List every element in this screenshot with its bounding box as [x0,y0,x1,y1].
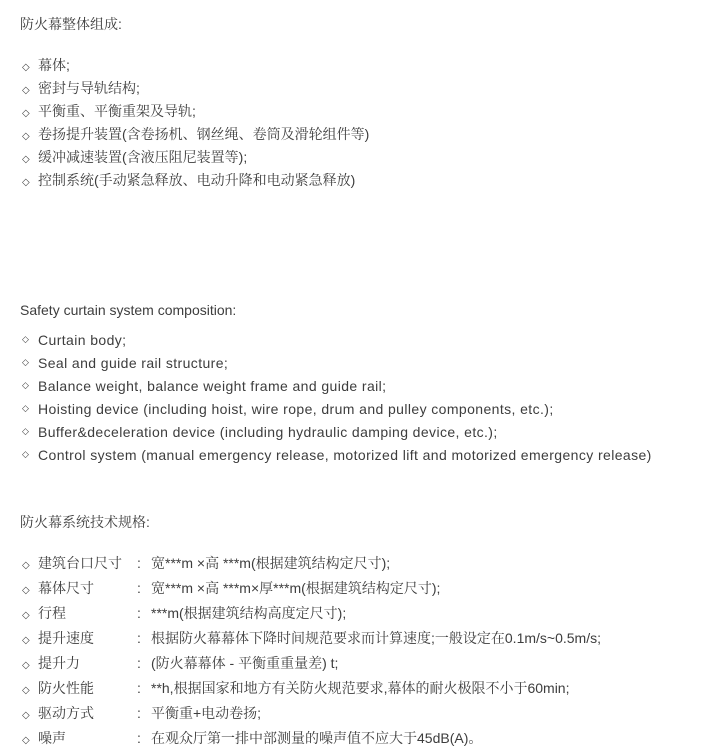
spec-value: (防火幕幕体 - 平衡重重量差) t; [151,655,339,671]
diamond-bullet-icon: ◇ [22,685,30,696]
diamond-bullet-icon: ◇ [22,426,29,436]
spec-colon: : [137,680,141,696]
diamond-bullet-icon: ◇ [22,449,29,459]
list-item-text: 控制系统(手动紧急释放、电动升降和电动紧急释放) [38,172,356,188]
spec-value: 宽***m ×高 ***m×厚***m(根据建筑结构定尺寸); [151,580,441,596]
diamond-bullet-icon: ◇ [22,610,30,621]
list-item [20,445,712,468]
spec-label: 建筑台口尺寸 [38,555,122,571]
list-item-text: 平衡重、平衡重架及导轨; [38,103,196,119]
list-item [20,55,712,78]
spec-colon: : [137,655,141,671]
spec-label: 幕体尺寸 [38,580,94,596]
list-item-text: 幕体; [38,57,70,73]
list-item [20,330,712,353]
spec-value: **h,根据国家和地方有关防火规范要求,幕体的耐火极限不小于60min; [151,680,570,696]
specs-cn-section [20,512,712,752]
spec-colon: : [137,605,141,621]
composition-en-list [20,330,712,468]
spec-label: 提升速度 [38,630,94,646]
list-item [20,399,712,422]
list-item-text: Curtain body; [38,332,127,348]
spec-colon: : [137,730,141,746]
list-item-text: Hoisting device (including hoist, wire rope, drum and pulley components, etc.); [38,401,554,417]
diamond-bullet-icon: ◇ [22,154,30,165]
spec-colon: : [137,705,141,721]
spec-row [20,702,712,727]
list-item [20,124,712,147]
spec-colon: : [137,580,141,596]
diamond-bullet-icon: ◇ [22,108,30,119]
spec-row [20,627,712,652]
diamond-bullet-icon: ◇ [22,177,30,188]
list-item [20,147,712,170]
spec-label: 防火性能 [38,680,94,696]
diamond-bullet-icon: ◇ [22,735,30,746]
composition-en-title: Safety curtain system composition: [20,302,237,318]
diamond-bullet-icon: ◇ [22,357,29,367]
composition-cn-title: 防火幕整体组成: [20,16,122,32]
spec-row [20,552,712,577]
list-item-text: 缓冲减速装置(含液压阻尼装置等); [38,149,248,165]
spec-colon: : [137,630,141,646]
diamond-bullet-icon: ◇ [22,62,30,73]
list-item [20,101,712,124]
list-item-text: 卷扬提升装置(含卷扬机、钢丝绳、卷筒及滑轮组件等) [38,126,370,142]
diamond-bullet-icon: ◇ [22,660,30,671]
spec-row [20,602,712,627]
diamond-bullet-icon: ◇ [22,131,30,142]
spec-row [20,652,712,677]
composition-cn-list [20,55,712,193]
diamond-bullet-icon: ◇ [22,635,30,646]
list-item-text: Buffer&deceleration device (including hydraulic damping device, etc.); [38,424,498,440]
spec-label: 提升力 [38,655,80,671]
diamond-bullet-icon: ◇ [22,85,30,96]
spec-label: 驱动方式 [38,705,94,721]
spec-label: 行程 [38,605,66,621]
diamond-bullet-icon: ◇ [22,560,30,571]
list-item [20,78,712,101]
spec-row [20,727,712,752]
list-item [20,422,712,445]
spec-value: ***m(根据建筑结构高度定尺寸); [151,605,347,621]
list-item [20,353,712,376]
spec-value: 在观众厅第一排中部测量的噪声值不应大于45dB(A)。 [151,730,483,746]
diamond-bullet-icon: ◇ [22,710,30,721]
list-item [20,376,712,399]
list-item [20,170,712,193]
spec-row [20,577,712,602]
spec-label: 噪声 [38,730,66,746]
spec-value: 宽***m ×高 ***m(根据建筑结构定尺寸); [151,555,391,571]
spec-value: 平衡重+电动卷扬; [151,705,262,721]
diamond-bullet-icon: ◇ [22,380,29,390]
composition-en-section [20,300,712,468]
specs-cn-rows [20,552,712,752]
list-item-text: Seal and guide rail structure; [38,355,229,371]
specs-cn-title: 防火幕系统技术规格: [20,514,150,530]
diamond-bullet-icon: ◇ [22,585,30,596]
diamond-bullet-icon: ◇ [22,403,29,413]
list-item-text: 密封与导轨结构; [38,80,140,96]
composition-cn-section [20,14,712,193]
list-item-text: Control system (manual emergency release, motorized lift and motorized emergency release) [38,447,652,463]
spec-row [20,677,712,702]
spec-colon: : [137,555,141,571]
spec-value: 根据防火幕幕体下降时间规范要求而计算速度;一般设定在0.1m/s~0.5m/s; [151,630,601,646]
list-item-text: Balance weight, balance weight frame and guide rail; [38,378,387,394]
diamond-bullet-icon: ◇ [22,334,29,344]
